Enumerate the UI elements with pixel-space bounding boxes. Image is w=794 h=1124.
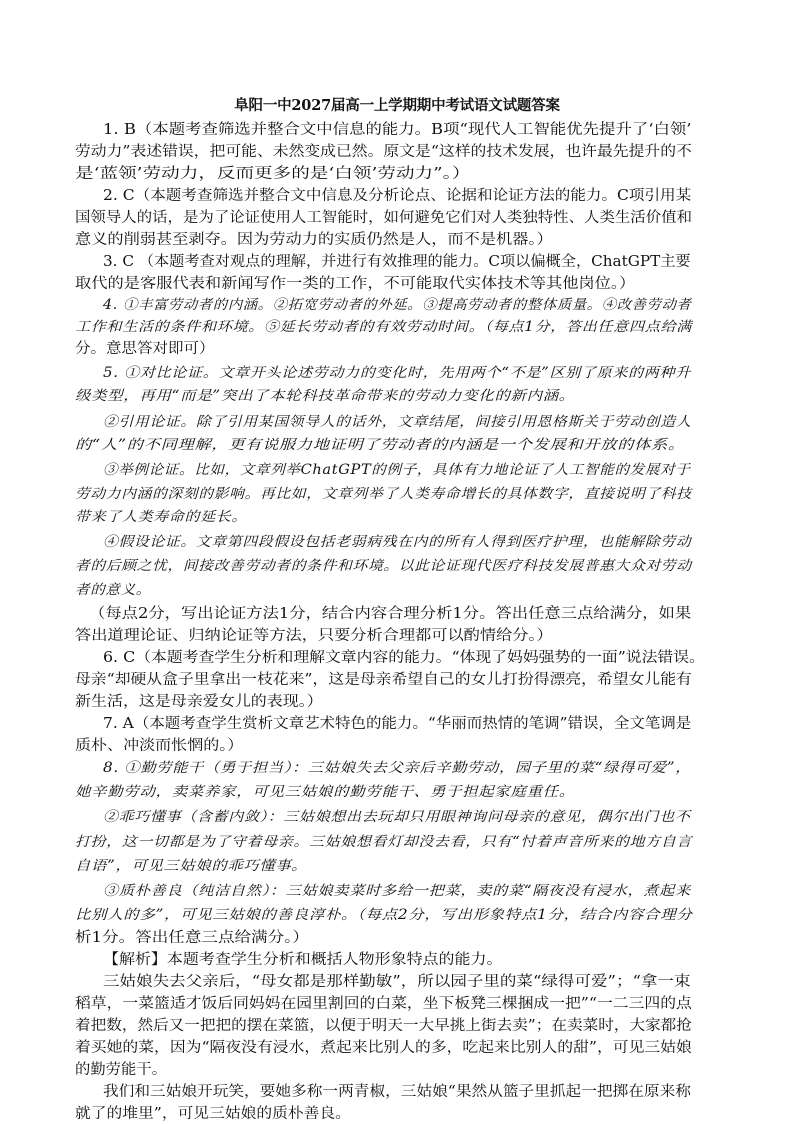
answer-text-line: 【解析】本题考查学生分析和概括人物形象特点的能力。 (103, 952, 503, 968)
answer-text-line: 是‘蓝领’劳动力，反而更多的是‘白领’劳动力”。） (75, 166, 471, 182)
answer-text-line: 质朴、冲淡而怅惘的。） (75, 738, 244, 754)
answer-text-line: 3. C （本题考查对观点的理解，并进行有效推理的能力。C项以偏概全，ChatGPT主要 (103, 254, 691, 270)
answer-text-line: 答出道理论证、归纳论证等方法，只要分析合理都可以酌情给分。） (75, 628, 553, 644)
answer-text-line: 劳动力内涵的深刻的影响。再比如，文章列举了人类寿命增长的具体数字，直接说明了科技 (75, 486, 692, 502)
answer-text-line: 者的意义。 (75, 582, 151, 598)
answer-text-line: 着把数，然后又一把把的摆在菜篮，以便于明天一大早挑上街去卖”；在卖菜时，大家都抢 (75, 1018, 692, 1034)
page-title: 阜阳一中2027届高一上学期期中考试语文试题答案 (234, 97, 560, 114)
answer-text-line: 我们和三姑娘开玩笑，要她多称一两青椒，三姑娘“果然从篮子里抓起一把掷在原来称 (103, 1084, 691, 1100)
answer-text-line: 5. ①对比论证。文章开头论述劳动力的变化时，先用两个“不是”区别了原来的两种升 (103, 365, 691, 381)
answer-text-line: 1. B（本题考查筛选并整合文中信息的能力。B项“现代人工智能优先提升了‘白领’ (103, 122, 692, 138)
answer-text-line: 比别人的多”，可见三姑娘的善良淳朴。（每点2分，写出形象特点1分，结合内容合理分 (75, 907, 693, 923)
answer-text-line: 她辛勤劳动，卖菜养家，可见三姑娘的勤劳能干、勇于担起家庭重任。 (75, 784, 576, 800)
answer-text-line: 析1分。答出任意三点给满分。） (75, 930, 309, 946)
answer-text-line: 级类型，再用“而是”突出了本轮科技革命带来的劳动力变化的新内涵。 (75, 388, 575, 404)
answer-text-line: 7. A（本题考查学生赏析文章艺术特色的能力。“华丽而热情的笔调”错误，全文笔调是 (103, 716, 692, 732)
answer-text-line: 着买她的菜，因为“隔夜没有浸水，煮起来比别人的多，吃起来比别人的甜”，可见三姑娘 (75, 1040, 692, 1056)
answer-text-line: （每点2分，写出论证方法1分，结合内容合理分析1分。答出任意三点给满分，如果 (89, 606, 692, 622)
answer-text-line: 稻草，一菜篮适才饭后同妈妈在园里割回的白菜，坐下板凳三棵捆成一把”“一二三四的点 (75, 996, 692, 1012)
answer-text-line: 母亲“却硬从盒子里拿出一枝花来”，这是母亲希望自己的女儿打扮得漂亮，希望女儿能有 (75, 672, 692, 688)
answer-text-line: 劳动力”表述错误，把可能、未然变成已然。原文是“这样的技术发展，也许最先提升的不 (75, 144, 692, 160)
answer-text-line: 8. ①勤劳能干（勇于担当）：三姑娘失去父亲后辛勤劳动，园子里的菜“绿得可爱”， (103, 760, 692, 776)
answer-text-line: 自语”，可见三姑娘的乖巧懂事。 (75, 858, 308, 874)
answer-text-line: ③质朴善良（纯洁自然）：三姑娘卖菜时多给一把菜，卖的菜“隔夜没有浸水，煮起来 (103, 883, 691, 899)
answer-text-line: 者的后顾之忧，间接改善劳动者的条件和环境。以此论证现代医疗科技发展普惠大众对劳动 (75, 558, 692, 574)
answer-text-line: 意义的削弱甚至剥夺。因为劳动力的实质仍然是人，而不是机器。） (75, 232, 553, 248)
answer-text-line: 新生活，这是母亲爱女儿的表现。） (75, 694, 323, 710)
answer-text-line: 的“人”的不同理解，更有说服力地证明了劳动者的内涵是一个发展和开放的体系。 (75, 437, 685, 453)
answer-text-line: 2. C（本题考查筛选并整合文中信息及分析论点、论据和论证方法的能力。C项引用某 (103, 188, 692, 204)
answer-text-line: 三姑娘失去父亲后，“母女都是那样勤敏”，所以园子里的菜“绿得可爱”；“拿一束 (103, 974, 691, 990)
answer-text-line: 的勤劳能干。 (75, 1062, 168, 1078)
answer-text-line: 国领导人的话，是为了论证使用人工智能时，如何避免它们对人类独特性、人类生活价值和 (75, 210, 693, 226)
answer-text-line: 4. ①丰富劳动者的内涵。②拓宽劳动者的外延。③提高劳动者的整体质量。④改善劳动者 (103, 297, 692, 313)
answer-text-line: 带来了人类寿命的延长。 (75, 509, 248, 525)
answer-text-line: ③举例论证。比如，文章列举ChatGPT的例子，具体有力地论证了人工智能的发展对于 (103, 462, 691, 478)
answer-text-line: 就了的堆里”，可见三姑娘的质朴善良。 (75, 1106, 351, 1122)
answer-text-line: ④假设论证。文章第四段假设包括老弱病残在内的所有人得到医疗护理，也能解除劳动 (103, 534, 692, 550)
answer-text-line: ②乖巧懂事（含蓄内敛）：三姑娘想出去玩却只用眼神询问母亲的意见，偶尔出门也不 (103, 809, 691, 825)
answer-text-line: 分。意思答对即可） (75, 341, 215, 357)
answer-text-line: ②引用论证。除了引用某国领导人的话外，文章结尾，间接引用恩格斯关于劳动创造人 (103, 414, 692, 430)
answer-text-line: 打扮，这一切都是为了守着母亲。三姑娘想看灯却没去看，只有“忖着声音所来的地方自言 (75, 834, 693, 850)
answer-text-line: 取代的是客服代表和新闻写作一类的工作，不可能取代实体技术等其他岗位。） (75, 276, 636, 292)
answer-text-line: 6. C（本题考查学生分析和理解文章内容的能力。“体现了妈妈强势的一面”说法错误。 (103, 650, 705, 666)
answer-text-line: 工作和生活的条件和环境。⑤延长劳动者的有效劳动时间。（每点1分，答出任意四点给满 (75, 319, 693, 335)
